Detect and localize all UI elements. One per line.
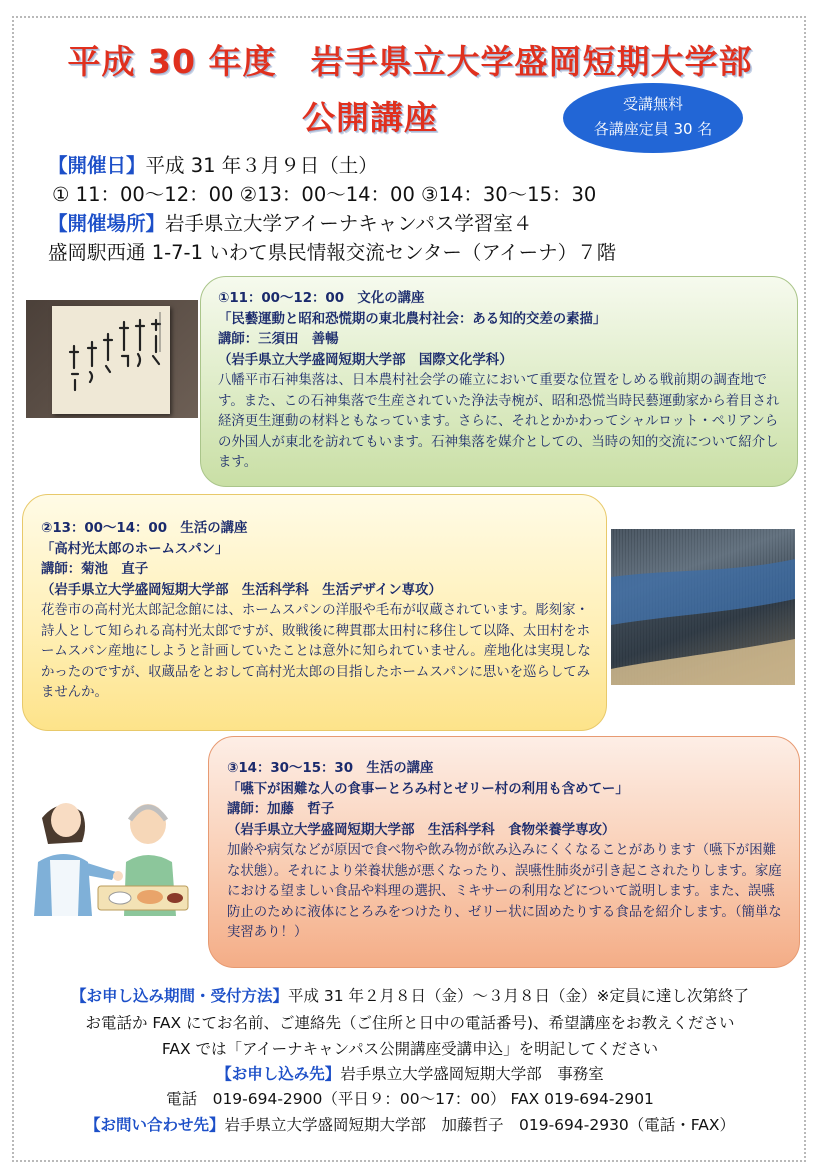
lecture-2-card (22, 494, 607, 731)
apply-to-label: 【お申し込み先】 (216, 1065, 341, 1083)
lecture-3-card (208, 736, 800, 968)
lecture-3-theme: 「嚥下が困難な人の食事ーとろみ村とゼリー村の利用も含めてー」 (227, 781, 629, 797)
badge-capacity-text: 各講座定員 30 名 (593, 120, 713, 138)
phone-fax-line: 電話 019-694-2900（平日９：00〜17：00） FAX 019-694-2901 (166, 1090, 654, 1108)
lecture-1-time: ①11：00〜12：00 文化の講座 (218, 291, 425, 306)
book-photo (26, 300, 198, 418)
venue-line (48, 208, 532, 236)
apply-period-label: 【お申し込み期間・受付方法】 (70, 987, 288, 1005)
homespun-photo (611, 529, 795, 685)
date-label: 【開催日】 (48, 154, 146, 177)
venue-value: 岩手県立大学アイーナキャンパス学習室４ (165, 212, 533, 235)
book-inscription-image (52, 306, 170, 414)
page-subtitle: 公開講座 (302, 98, 438, 137)
lecture-1-lecturer: 講師：三須田 善暢 (218, 332, 339, 347)
lecture-1-card (200, 276, 798, 487)
fax-note-line: FAX では「アイーナキャンパス公開講座受講申込」を明記してください (161, 1040, 659, 1058)
lecture-1-description: 八幡平市石神集落は、日本農村社会学の確立において重要な位置をしめる戦前期の調査地です。また、この石神集落で生産されていた浄法寺椀が、昭和恐慌当時民藝運動家から着目され経済更生運動の材料ともなっています。さらに、それとかかわってシャルロット・ペリアンらの外国人が東北を訪れてもいます。石神集落を媒介としての、当時の知的交流について紹介します。 (218, 373, 780, 470)
apply-period-line (0, 984, 820, 1006)
lecture-2-affiliation: （岩手県立大学盛岡短期大学部 生活科学科 生活デザイン専攻） (41, 582, 442, 598)
apply-to-line (0, 1062, 820, 1084)
apply-period-value: 平成 31 年２月８日（金）〜３月８日（金）※定員に達し次第終了 (287, 987, 750, 1005)
lecture-1-affiliation: （岩手県立大学盛岡短期大学部 国際文化学科） (218, 352, 513, 368)
venue-label: 【開催場所】 (48, 212, 166, 235)
date-value: 平成 31 年３月９日（土） (145, 154, 378, 177)
lecture-3-affiliation: （岩手県立大学盛岡短期大学部 生活科学科 食物栄養学専攻） (227, 822, 616, 838)
badge-free-text: 受講無料 (622, 95, 683, 113)
time-slots: ① 11：00〜12：00 ②13：00〜14：00 ③14：30〜15：30 (52, 183, 597, 206)
contact-label: 【お問い合わせ先】 (84, 1116, 225, 1134)
lecture-2-description: 花巻市の高村光太郎記念館には、ホームスパンの洋服や毛布が収蔵されています。彫刻家・詩人として知られる高村光太郎ですが、敗戦後に稗貫郡太田村に移住して以降、太田村をホームスパン産地にしようと計画していたことは意外に知られていません。産地化は実現しなかったのですが、収蔵品をとおして高村光太郎の目指したホームスパンに思いを巡らしてみませんか。 (41, 603, 591, 700)
lecture-2-theme: 「高村光太郎のホームスパン」 (41, 541, 229, 557)
feeding-illustration-image (28, 758, 196, 918)
lecture-2-lecturer: 講師：菊池 直子 (41, 562, 149, 577)
free-badge (563, 83, 743, 153)
book-cover (52, 306, 170, 414)
page-title: 平成 30 年度 岩手県立大学盛岡短期大学部 (67, 42, 753, 81)
caregiver-illustration (28, 758, 196, 918)
loom-weaving-image (611, 529, 795, 685)
lecture-1-theme: 「民藝運動と昭和恐慌期の東北農村社会：ある知的交差の素描」 (218, 311, 607, 327)
date-line (48, 150, 378, 178)
apply-to-value: 岩手県立大学盛岡短期大学部 事務室 (340, 1065, 604, 1083)
address-line: 盛岡駅西通 1-7-1 いわて県民情報交流センター（アイーナ）７階 (48, 241, 617, 264)
lecture-2-time: ②13：00〜14：00 生活の講座 (41, 521, 248, 536)
contact-value: 岩手県立大学盛岡短期大学部 加藤哲子 019-694-2930（電話・FAX） (224, 1116, 736, 1134)
lecture-3-lecturer: 講師：加藤 哲子 (227, 802, 335, 817)
lecture-3-time: ③14：30〜15：30 生活の講座 (227, 761, 434, 776)
contact-line (0, 1113, 820, 1135)
lecture-3-description: 加齢や病気などが原因で食べ物や飲み物が飲み込みにくくなることがあります（嚥下が困難な状態）。それにより栄養状態が悪くなったり、誤嚥性肺炎が引き起こされたりします。家庭における望ましい食品や料理の選択、ミキサーの利用などについて説明します。また、誤嚥防止のために液体にとろみをつけたり、ゼリー状に固めたりする食品を紹介します。（簡単な実習あり！） (227, 843, 782, 940)
apply-method-line: お電話か FAX にてお名前、ご連絡先（ご住所と日中の電話番号)、希望講座をお教えください (85, 1014, 735, 1032)
